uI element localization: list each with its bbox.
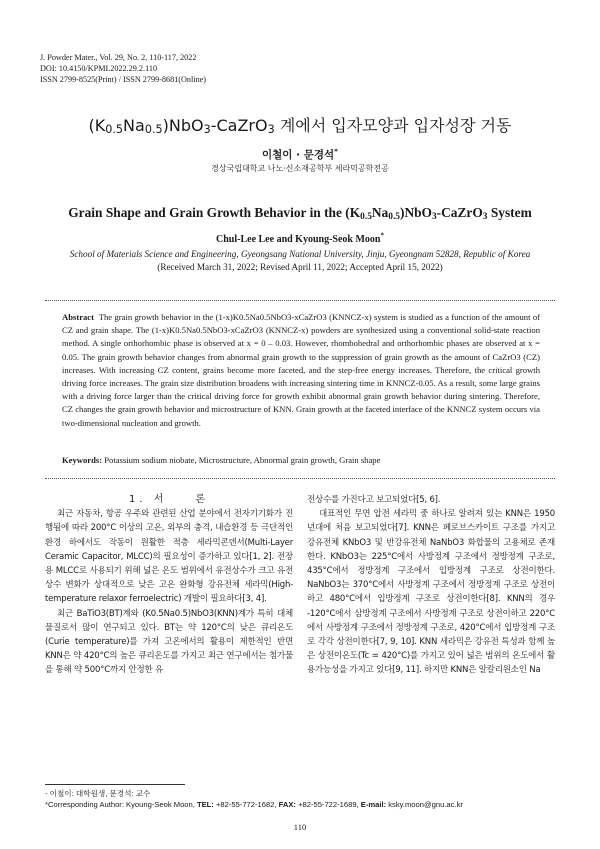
title-korean: $(K_{0.5}Na_{0.5})NbO_3-CaZrO_3$ 계에서 입자모양과 입자성장 거동 [88, 116, 512, 136]
divider-bottom [45, 478, 555, 479]
issn-line: ISSN 2799-8525(Print) / ISSN 2799-8681(Online) [40, 75, 207, 84]
paragraph: 최근 자동차, 항공 우주와 관련된 산업 분야에서 전자기기화가 진행됨에 따라 200°C 이상의 고온, 외부의 충격, 내습환경 등 극단적인 환경 하에서도 작동이 원활한 적층 세라믹콘덴서(Multi-Layer Ceramic Capacitor, MLCC)의 필요성이 증가하고 있다[1, 2]. 전장용 MLCC로 사용되기 위해 넓은 온도 범위에서 유전상수가 크고 유전상수 변화가 상대적으로 낮은 고온 완화형 강유전체 세라믹(High-temperature relaxor ferroelectric) 개발이 필요하다[3, 4]. [45, 509, 293, 605]
journal-citation: J. Powder Mater., Vol. 29, No. 2, 110-117, 2022 [40, 53, 197, 62]
authors-korean: 이철이 · 문경석* [261, 146, 338, 161]
abstract-label: Abstract [62, 312, 94, 322]
keywords-text: Potassium sodium niobate, Microstructure, Abnormal grain growth, Grain shape [102, 455, 381, 465]
paragraph: 최근 BaTiO3(BT)계와 (K0.5Na0.5)NbO3(KNN)계가 특히 대체물질로서 많이 연구되고 있다. BT는 약 120°C의 낮은 큐리온도(Curie temperature)를 가져 고온에서의 활용이 제한적인 반면 KNN은 약 420°C의 높은 큐리온도를 가지고 최근 연구에서는 첨가물을 통해 약 500°C까지 안정한 유 [45, 608, 293, 676]
affiliation-korean: 경상국립대학교 나노·신소재공학부 세라믹공학전공 [211, 164, 389, 173]
keywords [62, 455, 540, 465]
section-heading-introduction: 1. 서 론 [128, 494, 210, 505]
affiliation-english: School of Materials Science and Engineering, Gyeongsang National University, Jinju, Gyeongnam 52828, Republic of Korea [69, 249, 531, 259]
footnote-rule [45, 784, 185, 785]
body-right-column [307, 493, 555, 678]
authors-english: Chul-Lee Lee and Kyoung-Seok Moon* [216, 231, 384, 245]
abstract-text: The grain growth behavior in the (1-x)K0.5Na0.5NbO3-xCaZrO3 (KNNCZ-x) system is studied as a function of the amount of CZ and grain shape. The (1-x)K0.5Na0.5NbO3-xCaZrO3 (KNNCZ-x) powders are synthesized using a conventional solid-state reaction method. A single orthorhombic phase is observed at x = 0 – 0.03. However, rhombohedral and orthorhombic phases are observed at x = 0.05. The grain growth behavior changes from abnormal grain growth to the suppression of grain growth as the amount of CaZrO3 (CZ) increases. With increasing CZ content, grains become more faceted, and the step-free energy increases. Therefore, the critical growth driving force increases. The grain size distribution broadens with increasing sintering time in KNNCZ-0.05. As a result, some large grains with a driving force larger than the critical driving force for growth exhibit abnormal grain growth behavior during sintering. Therefore, CZ changes the grain growth behavior and microstructure of KNN. Grain growth at the faceted interface of the KNNCZ system occurs via two-dimensional nucleation and growth. [62, 312, 541, 428]
paragraph: 전상수를 가진다고 보고되었다[5, 6]. [307, 495, 441, 505]
title-english: Grain Shape and Grain Growth Behavior in the $(K_{0.5}Na_{0.5})NbO_3-CaZrO_3$ System [68, 205, 532, 222]
footnotes [45, 788, 555, 810]
abstract [62, 311, 540, 430]
received-dates: (Received March 31, 2022; Revised April 11, 2022; Accepted April 15, 2022) [157, 262, 443, 272]
footnote-corresponding: *Corresponding Author: Kyoung-Seok Moon, TEL: +82-55-772-1682, FAX: +82-55-722-1689, E-mail: ksky.moon@gnu.ac.kr [45, 800, 463, 809]
doi-line: DOI: 10.4150/KPMI.2022.29.2.110 [40, 64, 158, 73]
page-number: 110 [293, 822, 307, 832]
body-left-column [45, 493, 293, 678]
divider-top [45, 300, 555, 301]
footnote-authors: - 이철이: 대학원생, 문경석: 교수 [45, 789, 151, 798]
paragraph: 대표적인 무연 압전 세라믹 중 하나로 알려져 있는 KNN은 1950년대에 처음 보고되었다[7]. KNN은 페로브스카이트 구조를 가지고 강유전체 KNbO3 및 반강유전체 NaNbO3 화합물의 고용체로 존재한다. KNbO3는 225°C에서 사방정계 구조에서 정방정계 구조로, 435°C에서 정방정계 구조에서 입방정계 구조로 상전이한다. NaNbO3는 370°C에서 사방정계 구조에서 정방정계 구조로 상전이하고 480°C에서 입방정계 구조로 상전이한다[8]. KNN의 경우 -120°C에서 삼방정계 구조에서 사방정계 구조로 상전이하고 220°C에서 사방정계 구조에서 정방정계 구조로, 420°C에서 입방정계 구조로 각각 상전이한다[7, 9, 10]. KNN 세라믹은 강유전 특성과 함께 높은 상전이온도(Tc = 420°C)를 가지고 있어 넓은 범위의 온도에서 활용가능성을 가지고 있다[9, 11]. 하지만 KNN은 알칼리원소인 Na [307, 509, 555, 676]
keywords-label: Keywords: [62, 455, 103, 465]
